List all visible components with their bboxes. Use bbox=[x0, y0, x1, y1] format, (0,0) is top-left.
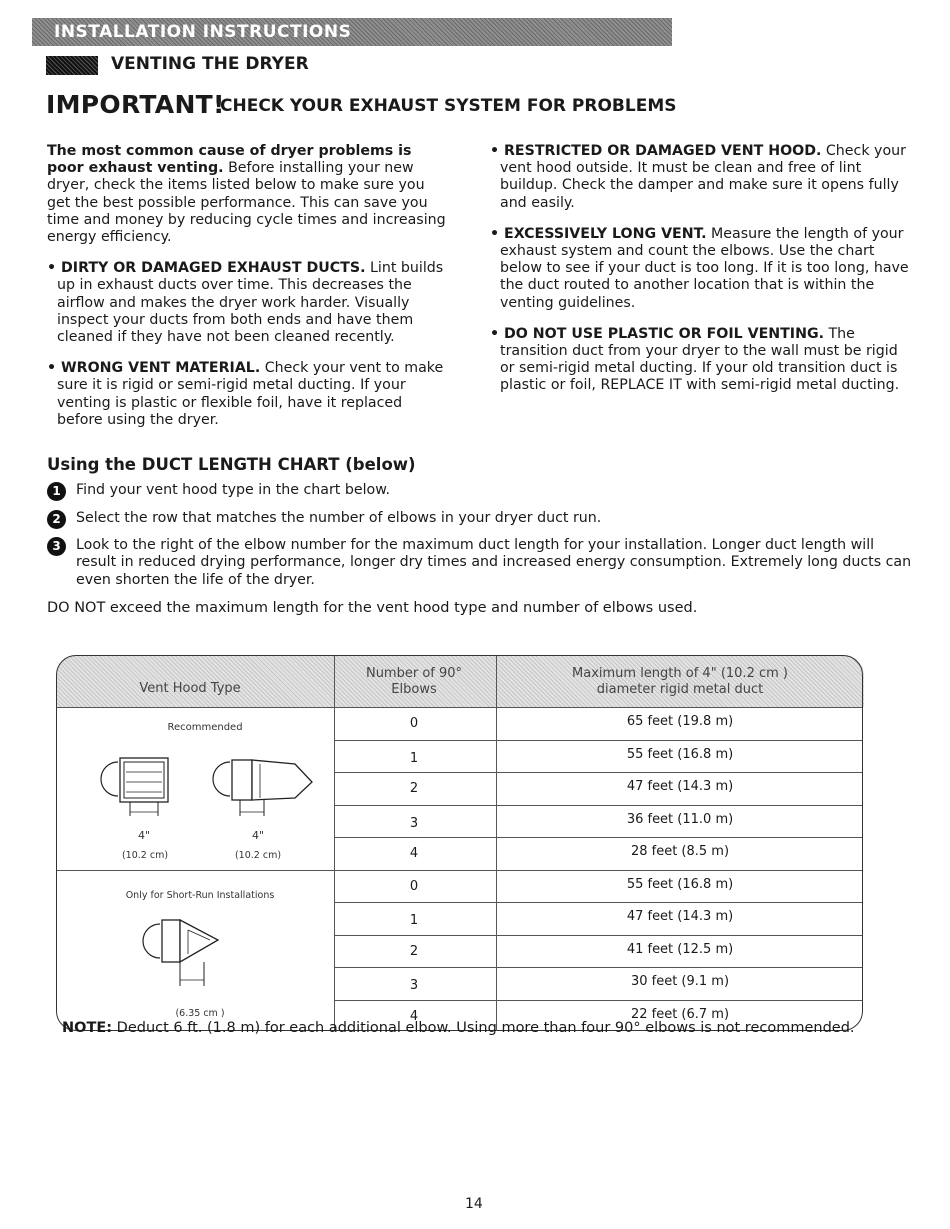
row-divider bbox=[334, 935, 862, 936]
bullet-vent-hood: • RESTRICTED OR DAMAGED VENT HOOD. Check your vent hood outside. It must be clean and free of lint buildup. Check the damper and make sure it opens fully and easily. bbox=[490, 143, 906, 211]
short-run-label: Only for Short-Run Installations bbox=[125, 890, 275, 901]
elbow-count-cell: 0 bbox=[409, 716, 419, 731]
step-number: 3 bbox=[47, 537, 66, 556]
elbow-count-cell: 4 bbox=[409, 1008, 419, 1024]
important-subtitle: CHECK YOUR EXHAUST SYSTEM FOR PROBLEMS bbox=[220, 96, 677, 116]
note: NOTE: Deduct 6 ft. (1.8 m) for each additional elbow. Using more than four 90° elbows is not recommended. bbox=[62, 1020, 855, 1036]
header-divider bbox=[57, 707, 862, 708]
using-chart-title: Using the DUCT LENGTH CHART (below) bbox=[47, 455, 416, 474]
max-length-cell: 65 feet (19.8 m) bbox=[626, 714, 734, 729]
right-column bbox=[490, 143, 915, 409]
important-heading: IMPORTANT! bbox=[46, 90, 225, 119]
bullet-long-vent: • EXCESSIVELY LONG VENT. Measure the length of your exhaust system and count the elbows. Use the chart below to see if your duct is too long. If it is too long, have the duct routed to another location that is within the venting guidelines. bbox=[490, 225, 909, 311]
elbow-count-cell: 3 bbox=[409, 815, 419, 831]
exceed-warning: DO NOT exceed the maximum length for the vent hood type and number of elbows used. bbox=[47, 600, 698, 616]
step-number: 2 bbox=[47, 510, 66, 529]
bullet-no-plastic: • DO NOT USE PLASTIC OR FOIL VENTING. The transition duct from your dryer to the wall must be rigid or semi-rigid metal ducting. If your old transition duct is plastic or foil, REPLACE IT with semi-rigid metal ducting. bbox=[490, 325, 900, 394]
header-elbows: Number of 90° Elbows bbox=[365, 666, 463, 697]
size-b-cm: (10.2 cm) bbox=[234, 850, 282, 861]
header-max-length: Maximum length of 4" (10.2 cm ) diameter rigid metal duct bbox=[572, 666, 788, 697]
max-length-cell: 36 feet (11.0 m) bbox=[626, 811, 734, 827]
max-length-cell: 47 feet (14.3 m) bbox=[626, 909, 734, 924]
intro-paragraph: The most common cause of dryer problems is poor exhaust venting. Before installing your new dryer, check the items listed below to make sure you get the best possible performance. This can save you time and money by reducing cycle times and increasing energy efficiency. bbox=[47, 143, 446, 246]
max-length-cell: 22 feet (6.7 m) bbox=[630, 1006, 730, 1022]
row-divider bbox=[334, 805, 862, 806]
step-1: 1 Find your vent hood type in the chart below. bbox=[47, 482, 917, 499]
max-length-cell: 41 feet (12.5 m) bbox=[626, 941, 734, 957]
header-hood-type: Vent Hood Type bbox=[139, 681, 241, 696]
elbow-count-cell: 1 bbox=[409, 750, 419, 766]
step-number: 1 bbox=[47, 482, 66, 501]
row-divider bbox=[334, 1000, 862, 1001]
row-divider bbox=[334, 967, 862, 968]
section-banner: INSTALLATION INSTRUCTIONS bbox=[32, 18, 672, 46]
elbow-count-cell: 2 bbox=[409, 781, 419, 796]
section-marker bbox=[46, 56, 98, 75]
row-divider bbox=[334, 772, 862, 773]
elbow-count-cell: 3 bbox=[409, 978, 419, 993]
step-3: 3 Look to the right of the elbow number for the maximum duct length for your installation. Longer duct length will result in reduced drying performance, longer dry times and increased energy consumption. Extremely long ducts can even shorten the life of the dryer. bbox=[47, 537, 917, 589]
row-divider bbox=[334, 740, 862, 741]
bullet-wrong-material: • WRONG VENT MATERIAL. Check your vent to make sure it is rigid or semi-rigid metal ducting. If your venting is plastic or flexible foil, have it replaced before using the dryer. bbox=[47, 360, 444, 428]
elbow-count-cell: 2 bbox=[409, 943, 419, 959]
elbow-count-cell: 4 bbox=[409, 846, 419, 861]
elbow-count-cell: 1 bbox=[409, 913, 419, 928]
short-run-size-cm: (6.35 cm ) bbox=[175, 1008, 225, 1019]
elbow-count-cell: 0 bbox=[409, 878, 419, 894]
column-divider bbox=[334, 656, 335, 1031]
row-divider bbox=[334, 902, 862, 903]
row-divider bbox=[334, 837, 862, 838]
left-column bbox=[47, 143, 452, 443]
size-a-inch: 4" bbox=[137, 829, 151, 842]
max-length-cell: 28 feet (8.5 m) bbox=[630, 844, 730, 859]
page-number: 14 bbox=[465, 1196, 483, 1212]
max-length-cell: 55 feet (16.8 m) bbox=[626, 746, 734, 762]
short-run-hood-icon bbox=[140, 910, 260, 1000]
recommended-hood-icons bbox=[90, 750, 320, 840]
max-length-cell: 55 feet (16.8 m) bbox=[626, 876, 734, 892]
step-2: 2 Select the row that matches the number of elbows in your dryer duct run. bbox=[47, 510, 917, 527]
max-length-cell: 30 feet (9.1 m) bbox=[630, 974, 730, 989]
bullet-dirty-ducts: • DIRTY OR DAMAGED EXHAUST DUCTS. Lint builds up in exhaust ducts over time. This decreases the airflow and makes the dryer work harder. Visually inspect your ducts from both ends and have them cleaned if they have not been cleaned recently. bbox=[47, 260, 444, 346]
section-title: VENTING THE DRYER bbox=[111, 54, 309, 74]
size-b-inch: 4" bbox=[251, 829, 265, 842]
size-a-cm: (10.2 cm) bbox=[121, 850, 169, 861]
max-length-cell: 47 feet (14.3 m) bbox=[626, 779, 734, 794]
group-divider bbox=[57, 870, 862, 871]
recommended-label: Recommended bbox=[167, 722, 243, 733]
